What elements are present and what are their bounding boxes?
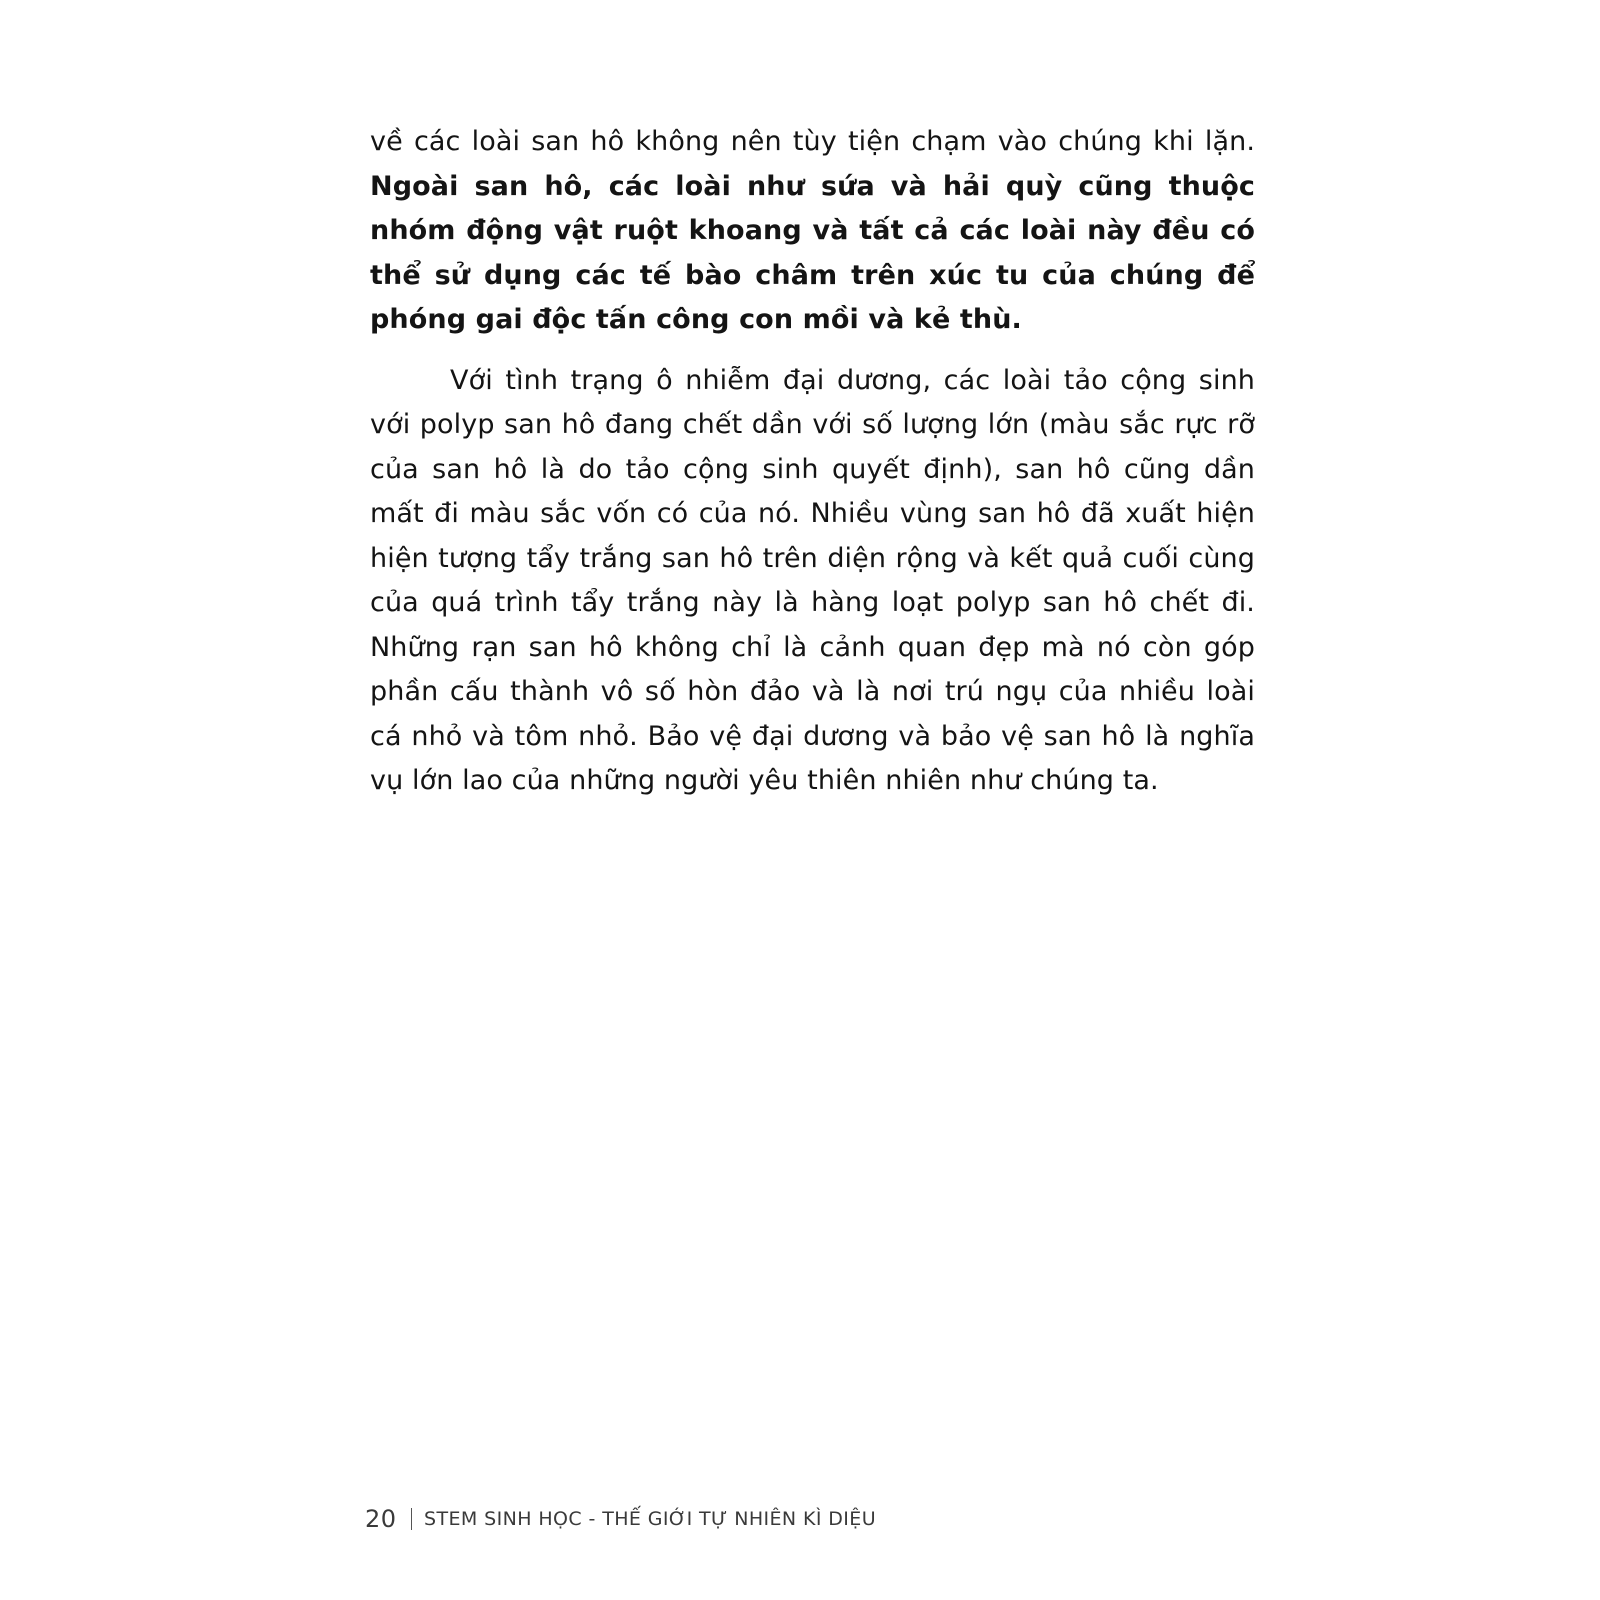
paragraph-1 bbox=[370, 120, 1255, 343]
paragraph-1-regular-text: về các loài san hô không nên tùy tiện chạm vào chúng khi lặn. bbox=[370, 126, 1255, 157]
footer-separator bbox=[411, 1508, 413, 1530]
body-text bbox=[370, 120, 1255, 804]
paragraph-2: Với tình trạng ô nhiễm đại dương, các loài tảo cộng sinh với polyp san hô đang chết dần với số lượng lớn (màu sắc rực rỡ của san hô là do tảo cộng sinh quyết định), san hô cũng dần mất đi màu sắc vốn có của nó. Nhiều vùng san hô đã xuất hiện hiện tượng tẩy trắng san hô trên diện rộng và kết quả cuối cùng của quá trình tẩy trắng này là hàng loạt polyp san hô chết đi. Những rạn san hô không chỉ là cảnh quan đẹp mà nó còn góp phần cấu thành vô số hòn đảo và là nơi trú ngụ của nhiều loài cá nhỏ và tôm nhỏ. Bảo vệ đại dương và bảo vệ san hô là nghĩa vụ lớn lao của những người yêu thiên nhiên như chúng ta. bbox=[370, 364, 1255, 796]
page-footer bbox=[365, 1504, 876, 1534]
paragraph-1-bold-text: Ngoài san hô, các loài như sứa và hải quỳ cũng thuộc nhóm động vật ruột khoang và tất cả các loài này đều có thể sử dụng các tế bào châm trên xúc tu của chúng để phóng gai độc tấn công con mồi và kẻ thù. bbox=[370, 170, 1255, 335]
book-title: STEM SINH HỌC - THẾ GIỚI TỰ NHIÊN KÌ DIỆU bbox=[424, 1508, 877, 1530]
page-number: 20 bbox=[365, 1505, 397, 1533]
